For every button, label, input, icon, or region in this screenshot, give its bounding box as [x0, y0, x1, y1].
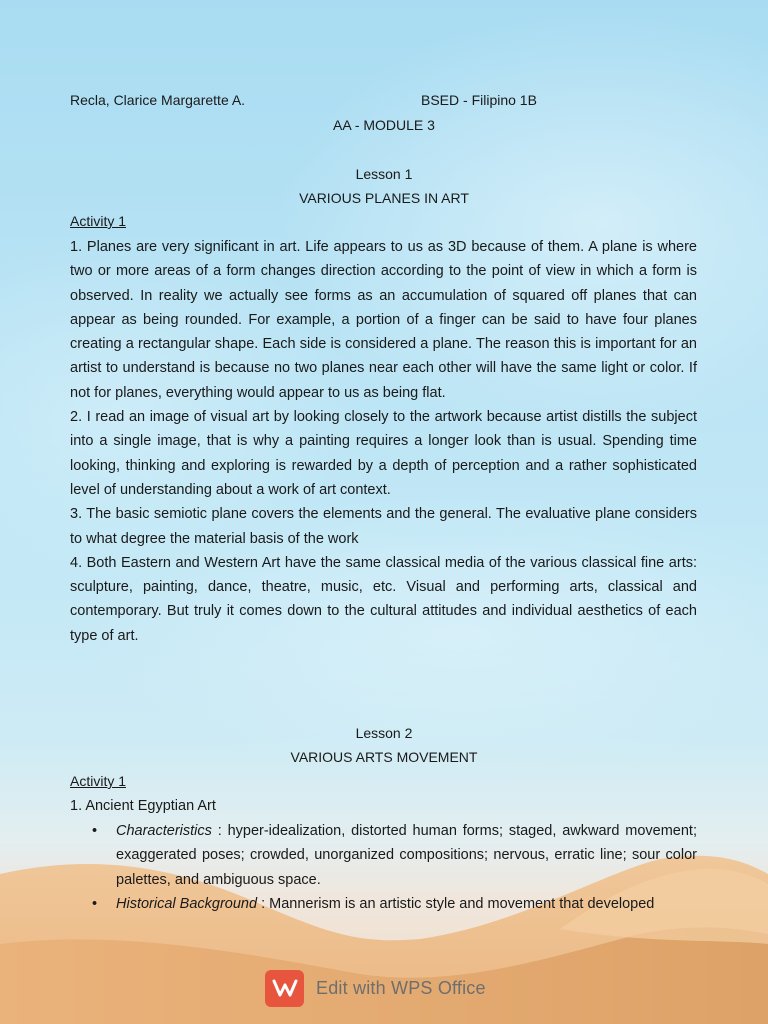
- lesson2-label: Lesson 2: [355, 725, 413, 741]
- answer-4: 4. Both Eastern and Western Art have the same classical media of the various classical fine arts: sculpture, painting, dance, theatre, music, etc. Visual and performing arts, classical and contemporary. But truly it comes down to the cultural attitudes and individual aesthetics of each type of art.: [70, 554, 697, 644]
- lesson1-answers: [70, 235, 697, 648]
- bullet-term: Characteristics: [116, 823, 212, 839]
- bullet-text: : hyper-idealization, distorted human forms; staged, awkward movement; exaggerated poses; crowded, unorganized compositions; nervous, erratic line; sour color palettes, and ambiguous space.: [116, 823, 697, 888]
- lesson2-bullet-list: [70, 819, 697, 916]
- lesson2-item-1: 1. Ancient Egyptian Art: [70, 798, 216, 814]
- course-section: BSED - Filipino 1B: [421, 92, 537, 108]
- wps-watermark-label: Edit with WPS Office: [316, 977, 486, 998]
- lesson1-label: Lesson 1: [355, 166, 413, 182]
- bullet-term: Historical Background: [116, 895, 258, 912]
- module-title: AA - MODULE 3: [333, 117, 435, 133]
- bullet-icon: •: [92, 823, 98, 839]
- lesson1-title: VARIOUS PLANES IN ART: [299, 190, 469, 206]
- answer-2: 2. I read an image of visual art by looking closely to the artwork because artist distills the subject into a single image, that is why a painting requires a longer look than is usual. Spending time looking, thinking and exploring is rewarded by a depth of perception and a rather sophisticated level of understanding about a work of art context.: [70, 409, 697, 498]
- lesson1-activity-heading: Activity 1: [70, 213, 127, 229]
- list-item: [70, 819, 697, 892]
- student-name: Recla, Clarice Margarette A.: [70, 92, 246, 108]
- answer-1: 1. Planes are very significant in art. Life appears to us as 3D because of them. A plane is where two or more areas of a form changes direction according to the point of view in which a form is observed. In reality we actually see forms as an accumulation of squared off planes that can appear as being rounded. For example, a portion of a finger can be said to have four planes creating a rectangular shape. Each side is considered a plane. The reason this is important for an artist to understand is because no two planes near each other will have the same light or color. If not for planes, everything would appear to us as being flat.: [70, 239, 697, 401]
- wps-watermark[interactable]: [265, 969, 486, 1007]
- list-item: [70, 892, 697, 916]
- wps-logo-icon: [265, 970, 304, 1007]
- answer-3: 3. The basic semiotic plane covers the elements and the general. The evaluative plane considers to what degree the material basis of the work: [70, 506, 697, 547]
- bullet-icon: •: [92, 895, 98, 912]
- lesson2-title: VARIOUS ARTS MOVEMENT: [290, 749, 478, 765]
- lesson2-activity-heading: Activity 1: [70, 773, 127, 789]
- bullet-text: : Mannerism is an artistic style and movement that developed: [257, 895, 655, 912]
